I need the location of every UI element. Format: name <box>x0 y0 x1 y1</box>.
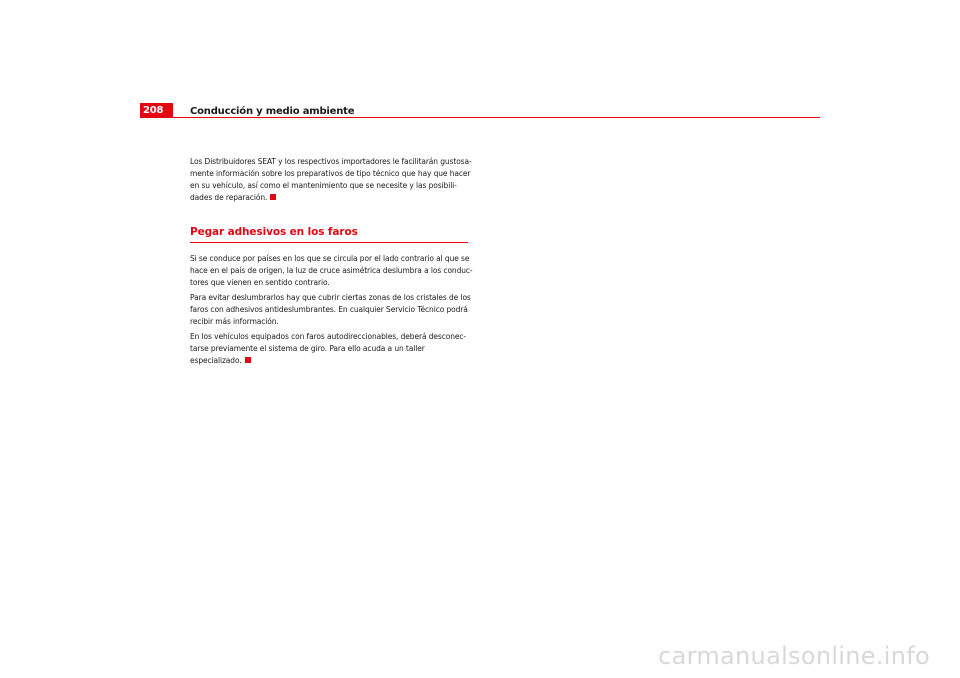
paragraph-line: En los vehículos equipados con faros autodireccionables, deberá desconec- <box>190 332 467 341</box>
paragraph-line: recibir más información. <box>190 317 279 326</box>
section-heading: Pegar adhesivos en los faros <box>190 225 468 243</box>
paragraph-line: especializado. <box>190 356 242 365</box>
end-of-section-marker-icon <box>270 194 276 200</box>
section-paragraph <box>190 253 473 289</box>
header-title: Conducción y medio ambiente <box>190 106 355 117</box>
paragraph-line: tarse previamente el sistema de giro. Para ello acuda a un taller <box>190 344 425 353</box>
intro-line: dades de reparación. <box>190 193 268 202</box>
paragraph-line: faros con adhesivos antideslumbrantes. En cualquier Servicio Técnico podrá <box>190 305 468 314</box>
page-number: 208 <box>143 105 164 116</box>
paragraph-line: Para evitar deslumbrarlos hay que cubrir ciertas zonas de los cristales de los <box>190 293 471 302</box>
intro-line: Los Distribuidores SEAT y los respectivos importadores le facilitarán gustosa- <box>190 157 472 166</box>
section-paragraph <box>190 292 471 328</box>
intro-line: mente información sobre los preparativos de tipo técnico que hay que hacer <box>190 169 471 178</box>
section-body <box>190 253 473 367</box>
intro-paragraph <box>190 156 472 204</box>
paragraph-line: Si se conduce por países en los que se circula por el lado contrario al que se <box>190 254 470 263</box>
intro-line: en su vehículo, así como el mantenimiento que se necesite y las posibili- <box>190 181 457 190</box>
end-of-section-marker-icon <box>245 357 251 363</box>
text-column <box>190 156 473 367</box>
paragraph-line: tores que vienen en sentido contrario. <box>190 278 330 287</box>
paragraph-line: hace en el país de origen, la luz de cruce asimétrica deslumbra a los conduc- <box>190 266 473 275</box>
header-rule <box>173 117 820 118</box>
watermark: carmanualsonline.info <box>658 642 930 670</box>
section-paragraph <box>190 331 468 367</box>
